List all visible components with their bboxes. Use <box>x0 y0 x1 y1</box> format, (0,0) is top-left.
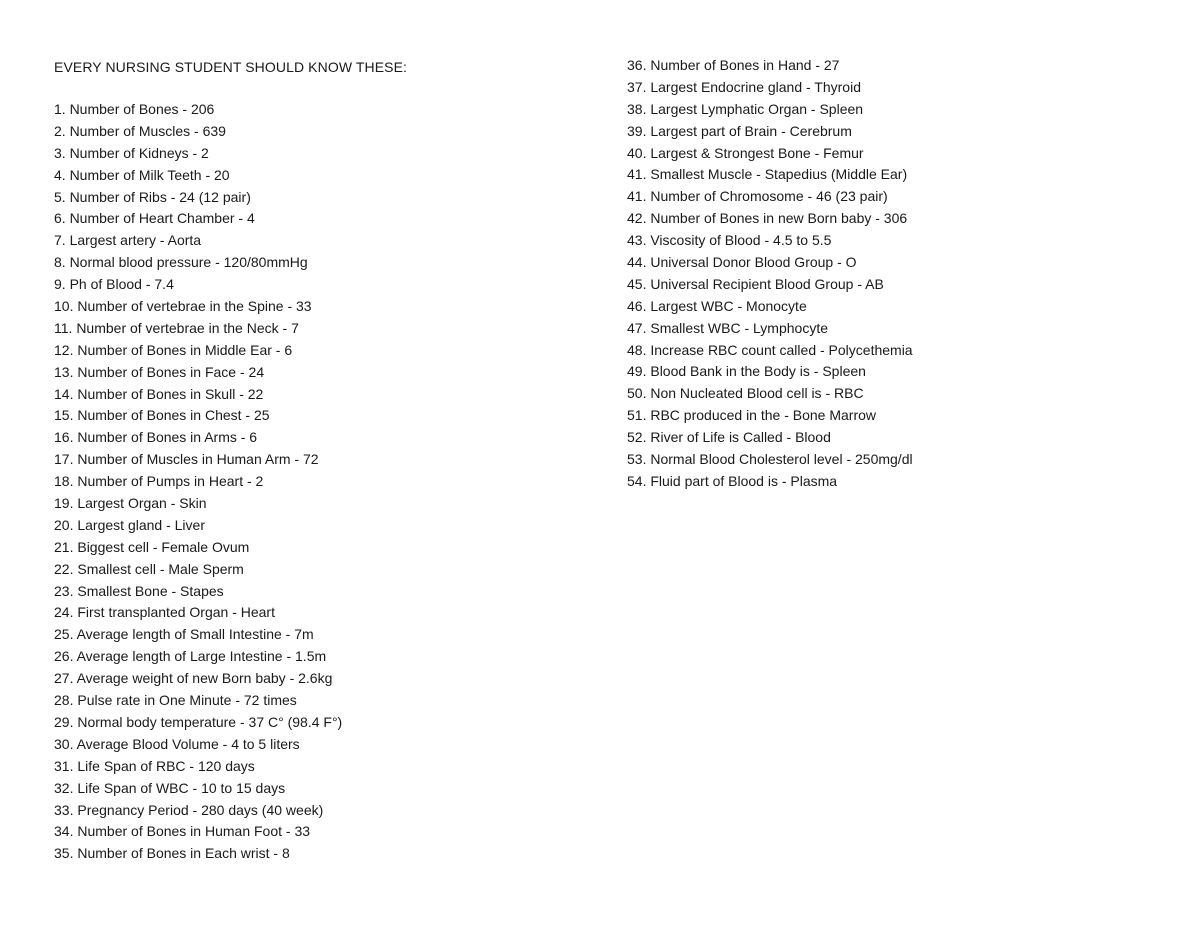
list-item: 46. Largest WBC - Monocyte <box>627 297 807 314</box>
list-item: 2. Number of Muscles - 639 <box>54 122 226 139</box>
list-item: 53. Normal Blood Cholesterol level - 250mg/dl <box>627 451 913 468</box>
list-item: 38. Largest Lymphatic Organ - Spleen <box>627 100 864 117</box>
list-item: 35. Number of Bones in Each wrist - 8 <box>54 845 290 862</box>
list-item: 16. Number of Bones in Arms - 6 <box>54 429 258 446</box>
list-item: 50. Non Nucleated Blood cell is - RBC <box>627 385 864 402</box>
list-item: 37. Largest Endocrine gland - Thyroid <box>627 78 861 95</box>
list-item: 19. Largest Organ - Skin <box>54 495 207 512</box>
list-item: 33. Pregnancy Period - 280 days (40 week) <box>54 801 324 818</box>
left-column-list <box>54 99 342 865</box>
list-item: 20. Largest gland - Liver <box>54 516 205 533</box>
list-item: 42. Number of Bones in new Born baby - 306 <box>627 210 908 227</box>
list-item: 51. RBC produced in the - Bone Marrow <box>627 407 877 424</box>
list-item: 26. Average length of Large Intestine - 1.5m <box>54 648 327 665</box>
list-item: 43. Viscosity of Blood - 4.5 to 5.5 <box>627 232 832 249</box>
list-item: 52. River of Life is Called - Blood <box>627 429 831 446</box>
list-item: 40. Largest & Strongest Bone - Femur <box>627 144 864 161</box>
list-item: 7. Largest artery - Aorta <box>54 232 202 249</box>
list-item: 13. Number of Bones in Face - 24 <box>54 363 265 380</box>
list-item: 24. First transplanted Organ - Heart <box>54 604 275 621</box>
list-item: 1. Number of Bones - 206 <box>54 101 215 117</box>
list-item: 29. Normal body temperature - 37 C° (98.4 F°) <box>54 713 343 730</box>
list-item: 17. Number of Muscles in Human Arm - 72 <box>54 451 319 468</box>
list-item: 47. Smallest WBC - Lymphocyte <box>627 319 828 336</box>
list-item: 34. Number of Bones in Human Foot - 33 <box>54 823 311 840</box>
list-item: 41. Number of Chromosome - 46 (23 pair) <box>627 188 888 205</box>
list-item: 44. Universal Donor Blood Group - O <box>627 254 857 271</box>
list-item: 48. Increase RBC count called - Polycethemia <box>627 341 913 358</box>
list-item: 12. Number of Bones in Middle Ear - 6 <box>54 341 293 358</box>
list-item: 54. Fluid part of Blood is - Plasma <box>627 472 838 489</box>
list-item: 23. Smallest Bone - Stapes <box>54 582 224 599</box>
page-heading: EVERY NURSING STUDENT SHOULD KNOW THESE: <box>54 59 408 75</box>
list-item: 5. Number of Ribs - 24 (12 pair) <box>54 188 251 205</box>
list-item: 21. Biggest cell - Female Ovum <box>54 538 250 555</box>
list-item: 49. Blood Bank in the Body is - Spleen <box>627 363 866 380</box>
right-column-list <box>627 55 913 493</box>
list-item: 18. Number of Pumps in Heart - 2 <box>54 473 264 490</box>
list-item: 22. Smallest cell - Male Sperm <box>54 560 244 577</box>
list-item: 25. Average length of Small Intestine - 7m <box>54 626 314 643</box>
list-item: 28. Pulse rate in One Minute - 72 times <box>54 692 297 709</box>
list-item: 41. Smallest Muscle - Stapedius (Middle Ear) <box>627 166 908 183</box>
list-item: 36. Number of Bones in Hand - 27 <box>627 57 840 73</box>
list-item: 39. Largest part of Brain - Cerebrum <box>627 122 852 139</box>
list-item: 27. Average weight of new Born baby - 2.6kg <box>54 670 333 687</box>
list-item: 31. Life Span of RBC - 120 days <box>54 757 255 774</box>
list-item: 15. Number of Bones in Chest - 25 <box>54 407 270 424</box>
list-item: 30. Average Blood Volume - 4 to 5 liters <box>54 735 300 752</box>
list-item: 8. Normal blood pressure - 120/80mmHg <box>54 254 308 271</box>
list-item: 10. Number of vertebrae in the Spine - 33 <box>54 298 312 315</box>
list-item: 3. Number of Kidneys - 2 <box>54 144 209 161</box>
list-item: 11. Number of vertebrae in the Neck - 7 <box>54 319 299 336</box>
list-item: 32. Life Span of WBC - 10 to 15 days <box>54 779 286 796</box>
list-item: 45. Universal Recipient Blood Group - AB <box>627 275 884 292</box>
list-item: 14. Number of Bones in Skull - 22 <box>54 385 264 402</box>
list-item: 6. Number of Heart Chamber - 4 <box>54 210 255 227</box>
list-item: 9. Ph of Blood - 7.4 <box>54 276 174 293</box>
list-item: 4. Number of Milk Teeth - 20 <box>54 166 230 183</box>
